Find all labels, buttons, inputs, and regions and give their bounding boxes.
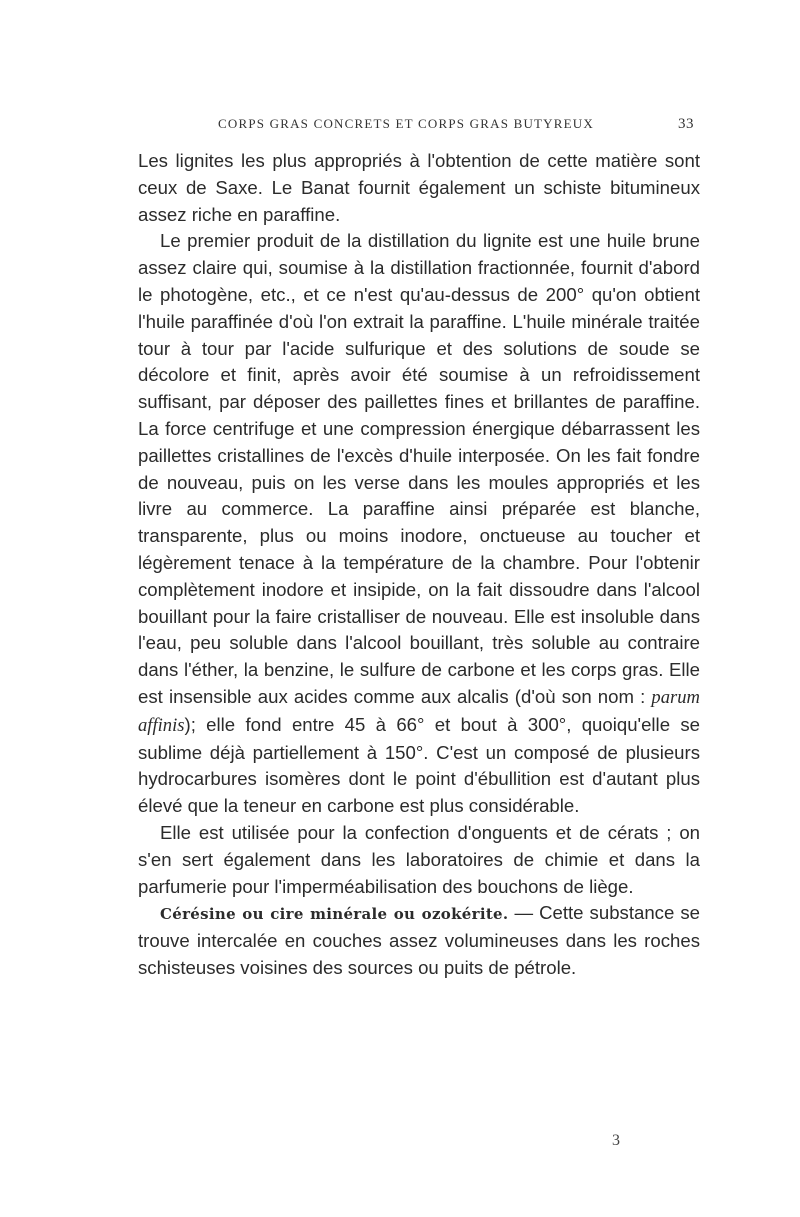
page-number: 33 [678, 116, 694, 132]
paragraph [138, 228, 700, 820]
paragraph-text: Les lignites les plus appropriés à l'obtention de cette matière sont ceux de Saxe. Le Banat fournit également un schiste bitumineux assez riche en paraffine. [138, 150, 700, 225]
paragraph [138, 820, 700, 900]
body-text [138, 148, 700, 982]
paragraph-text: — Cette substance se trouve intercalée en couches assez volumineuses dans les roches schisteuses voisines des sources ou puits de pétrole. [138, 902, 700, 978]
paragraph [138, 900, 700, 981]
latin-term: parum affinis [138, 686, 700, 736]
section-heading: Cérésine ou cire minérale ou ozokérite. [160, 905, 509, 924]
paragraph-text-continued: ); elle fond entre 45 à 66° et bout à 300°, quoiqu'elle se sublime déjà partiellement à 150°. C'est un composé de plusieurs hydrocarbures isomères dont le point d'ébullition est d'autant plus élevé que la teneur en carbone est plus considérable. [138, 713, 700, 817]
paragraph-text: Le premier produit de la distillation du lignite est une huile brune assez claire qui, soumise à la distillation fractionnée, fournit d'abord le photogène, etc., et ce n'est qu'au-dessus de 200° qu'on obtient l'huile paraffinée d'où l'on extrait la paraffine. L'huile minérale traitée tour à tour par l'acide sulfurique et des solutions de soude se décolore et finit, après avoir été soumise à un refroidissement suffisant, par déposer des paillettes fines et brillantes de paraffine. La force centrifuge et une compression énergique débarrassent les paillettes cristallines de l'excès d'huile interposée. On les fait fondre de nouveau, puis on les verse dans les moules appropriés et les livre au commerce. La paraffine ainsi préparée est blanche, transparente, plus ou moins inodore, onctueuse au toucher et légèrement tenace à la température de la chambre. Pour l'obtenir complètement inodore et insipide, on la fait dissoudre dans l'alcool bouillant pour la faire cristalliser de nouveau. Elle est insoluble dans l'eau, peu soluble dans l'alcool bouillant, très soluble au contraire dans l'éther, la benzine, le sulfure de carbone et les corps gras. Elle est insensible aux acides comme aux alcalis (d'où son nom : [138, 230, 700, 707]
paragraph-text: Elle est utilisée pour la confection d'onguents et de cérats ; on s'en sert également dans les laboratoires de chimie et dans la parfumerie pour l'imperméabilisation des bouchons de liège. [138, 821, 700, 897]
paragraph [138, 148, 700, 228]
signature-mark: 3 [612, 1132, 620, 1149]
running-title: CORPS GRAS CONCRETS ET CORPS GRAS BUTYREUX [218, 116, 594, 131]
